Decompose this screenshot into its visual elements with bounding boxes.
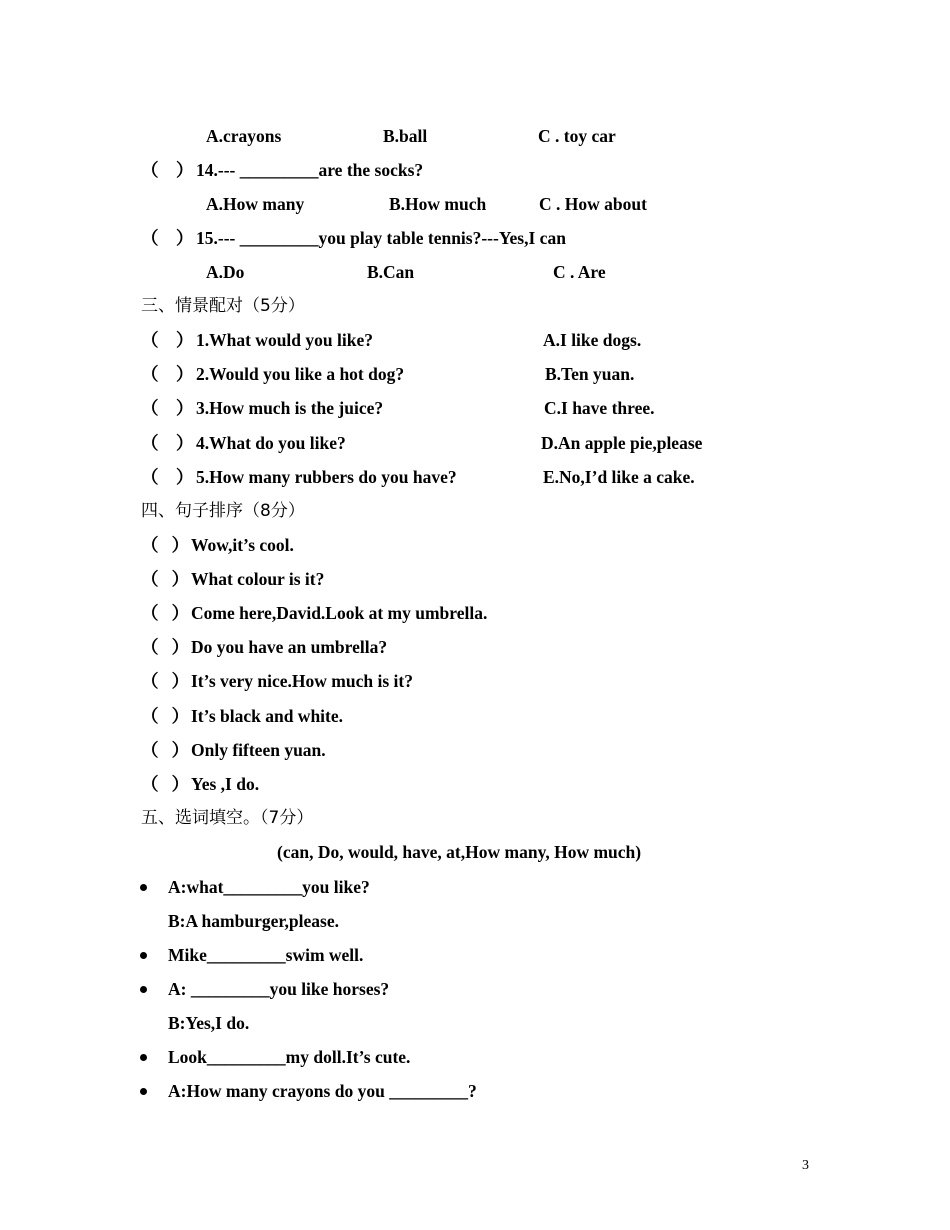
match-question: 5.How many rubbers do you have? [196, 467, 457, 487]
q13-option-b: B.ball [383, 126, 428, 146]
order-paren: （ ） [141, 706, 190, 726]
order-paren: （ ） [141, 774, 190, 794]
q14-option-a: A.How many [206, 194, 305, 214]
fill-blank-line: A: _________you like horses? [168, 979, 390, 999]
order-paren: （ ） [141, 671, 190, 691]
fill-blank-line: B:Yes,I do. [168, 1013, 250, 1033]
match-question: 3.How much is the juice? [196, 398, 384, 418]
section3-heading: 三、情景配对（5分） [141, 296, 305, 316]
q15-option-c: C . Are [553, 262, 606, 282]
order-sentence: Come here,David.Look at my umbrella. [191, 603, 488, 623]
match-question: 1.What would you like? [196, 330, 373, 350]
match-paren: （ ） [141, 398, 194, 418]
q15-option-a: A.Do [206, 262, 245, 282]
fill-blank-line: A:How many crayons do you _________? [168, 1081, 477, 1101]
order-sentence: Yes ,I do. [191, 774, 260, 794]
section4-heading: 四、句子排序（8分） [141, 501, 305, 521]
bullet-icon [140, 1088, 147, 1095]
q14-paren: （ ） [141, 160, 194, 180]
fill-blank-line: B:A hamburger,please. [168, 911, 339, 931]
q14-text: 14.--- _________are the socks? [196, 160, 424, 180]
q15-text: 15.--- _________you play table tennis?---Yes,I can [196, 228, 566, 248]
match-paren: （ ） [141, 364, 194, 384]
match-answer: A.I like dogs. [543, 330, 642, 350]
order-paren: （ ） [141, 535, 190, 555]
word-bank: (can, Do, would, have, at,How many, How much) [277, 842, 642, 862]
bullet-icon [140, 1054, 147, 1061]
order-sentence: It’s black and white. [191, 706, 344, 726]
order-paren: （ ） [141, 740, 190, 760]
match-answer: E.No,I’d like a cake. [543, 467, 695, 487]
order-sentence: Wow,it’s cool. [191, 535, 294, 555]
match-paren: （ ） [141, 433, 194, 453]
match-answer: D.An apple pie,please [541, 433, 703, 453]
fill-blank-line: Look_________my doll.It’s cute. [168, 1047, 411, 1067]
order-sentence: Only fifteen yuan. [191, 740, 326, 760]
order-paren: （ ） [141, 569, 190, 589]
match-question: 2.Would you like a hot dog? [196, 364, 405, 384]
q15-paren: （ ） [141, 228, 194, 248]
bullet-icon [140, 884, 147, 891]
fill-blank-line: Mike_________swim well. [168, 945, 364, 965]
q14-option-b: B.How much [389, 194, 487, 214]
match-answer: B.Ten yuan. [545, 364, 635, 384]
q13-option-a: A.crayons [206, 126, 282, 146]
match-paren: （ ） [141, 467, 194, 487]
q15-option-b: B.Can [367, 262, 415, 282]
q14-option-c: C . How about [539, 194, 647, 214]
order-paren: （ ） [141, 603, 190, 623]
section5-heading: 五、选词填空。（7分） [141, 808, 314, 828]
order-paren: （ ） [141, 637, 190, 657]
match-answer: C.I have three. [544, 398, 655, 418]
match-paren: （ ） [141, 330, 194, 350]
order-sentence: What colour is it? [191, 569, 325, 589]
q13-option-c: C . toy car [538, 126, 616, 146]
order-sentence: Do you have an umbrella? [191, 637, 388, 657]
bullet-icon [140, 952, 147, 959]
fill-blank-line: A:what_________you like? [168, 877, 370, 897]
match-question: 4.What do you like? [196, 433, 346, 453]
page-number: 3 [802, 1158, 809, 1173]
order-sentence: It’s very nice.How much is it? [191, 671, 413, 691]
bullet-icon [140, 986, 147, 993]
